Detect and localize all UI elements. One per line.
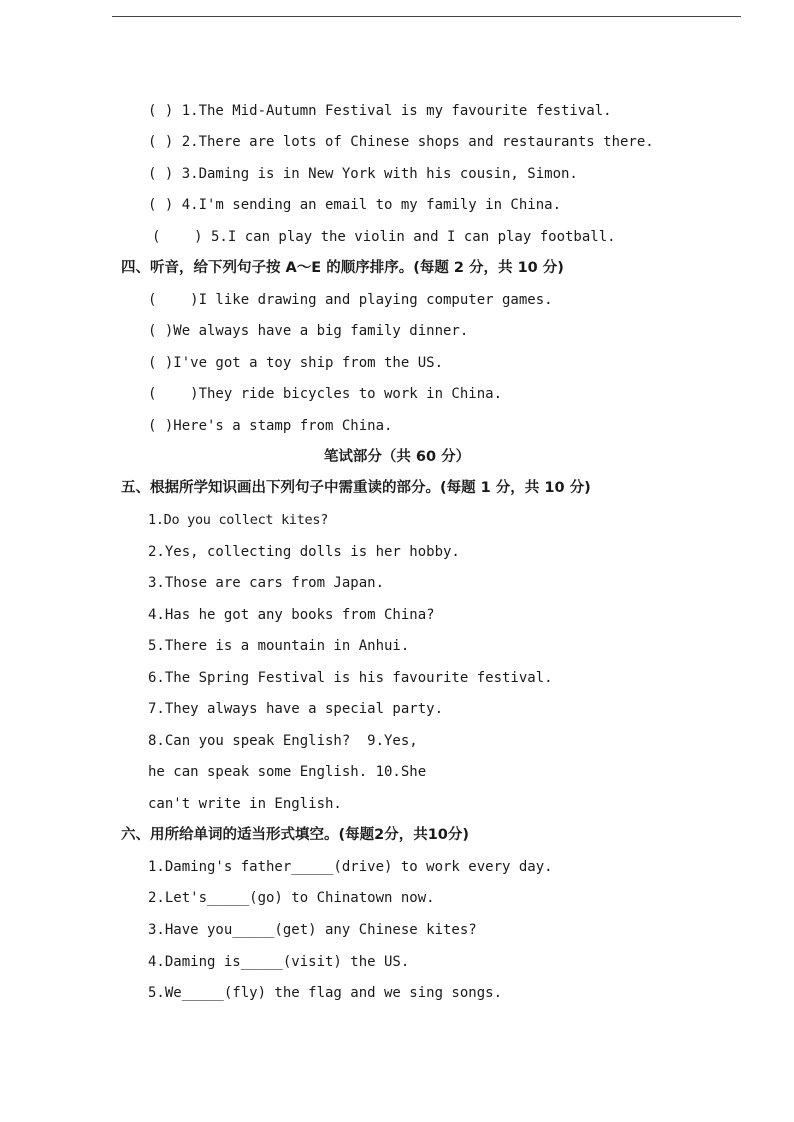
sec3-item-2: ( ) 2.There are lots of Chinese shops and restaurants there.: [148, 134, 654, 150]
sec4-item-5: ( )Here's a stamp from China.: [148, 418, 393, 434]
sec4-item-4: ( )They ride bicycles to work in China.: [148, 386, 503, 402]
sec4-item-3: ( )I've got a toy ship from the US.: [148, 355, 444, 371]
sec3-item-5: ( ) 5.I can play the violin and I can play football.: [152, 229, 616, 245]
sec6-title: 六、用所给单词的适当形式填空。(每题2分，共10分): [121, 827, 470, 843]
sec5-item-7: 7.They always have a special party.: [148, 701, 444, 717]
top-rule: [112, 16, 741, 17]
sec5-item-2: 2.Yes, collecting dolls is her hobby.: [148, 544, 460, 560]
sec5-item-6: 6.The Spring Festival is his favourite festival.: [148, 670, 553, 686]
sec6-item-1: 1.Daming's father_____(drive) to work every day.: [148, 859, 553, 875]
written-section-title: 笔试部分（共 60 分）: [323, 449, 471, 465]
sec5-item-9: he can speak some English. 10.She: [148, 764, 427, 780]
sec6-item-4: 4.Daming is_____(visit) the US.: [148, 954, 410, 970]
sec4-title: 四、听音，给下列句子按 A～E 的顺序排序。(每题 2 分，共 10 分): [121, 260, 564, 276]
sec3-item-4: ( ) 4.I'm sending an email to my family in China.: [148, 197, 562, 213]
sec3-item-1: ( ) 1.The Mid-Autumn Festival is my favourite festival.: [148, 103, 612, 119]
sec5-item-3: 3.Those are cars from Japan.: [148, 575, 385, 591]
sec5-item-10: can't write in English.: [148, 796, 342, 812]
sec4-item-2: ( )We always have a big family dinner.: [148, 323, 469, 339]
sec6-item-2: 2.Let's_____(go) to Chinatown now.: [148, 890, 435, 906]
sec3-item-3: ( ) 3.Daming is in New York with his cousin, Simon.: [148, 166, 578, 182]
sec5-item-8: 8.Can you speak English? 9.Yes,: [148, 733, 418, 749]
sec5-item-1: 1.Do you collect kites?: [148, 512, 329, 528]
sec5-item-4: 4.Has he got any books from China?: [148, 607, 435, 623]
sec6-item-3: 3.Have you_____(get) any Chinese kites?: [148, 922, 477, 938]
sec5-item-5: 5.There is a mountain in Anhui.: [148, 638, 410, 654]
sec6-item-5: 5.We_____(fly) the flag and we sing songs.: [148, 985, 503, 1001]
sec5-title: 五、根据所学知识画出下列句子中需重读的部分。(每题 1 分，共 10 分): [121, 480, 591, 496]
sec4-item-1: ( )I like drawing and playing computer games.: [148, 292, 553, 308]
